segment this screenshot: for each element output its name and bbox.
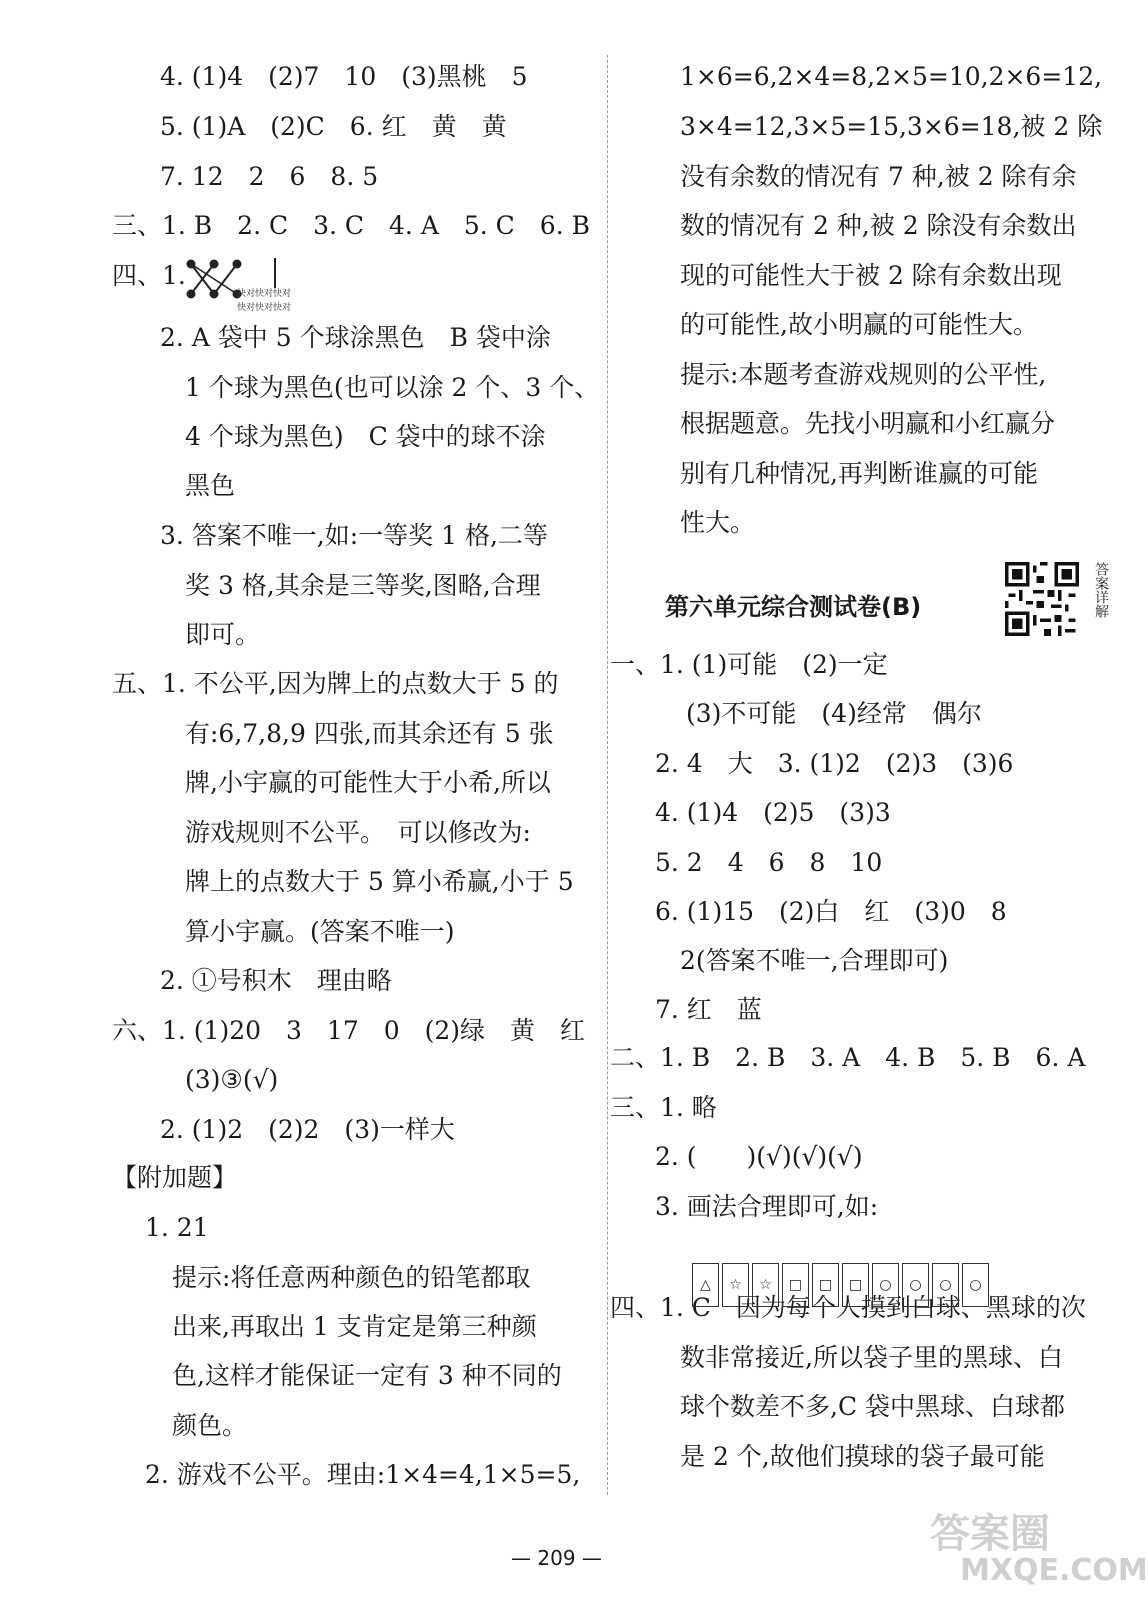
- answer-line: 颜色。: [172, 1411, 248, 1440]
- answer-line: 2(答案不唯一,合理即可): [680, 946, 949, 975]
- match-label-2: 快对快对快对: [237, 303, 292, 313]
- answer-line: 5. (1)A (2)C 6. 红 黄 黄: [160, 112, 507, 141]
- answer-line: 1 个球为黑色(也可以涂 2 个、3 个、: [185, 373, 600, 402]
- answer-line: 2. 4 大 3. (1)2 (2)3 (3)6: [655, 749, 1014, 778]
- answer-line: 的可能性,故小明赢的可能性大。: [680, 310, 1038, 339]
- answer-line: 2. (1)2 (2)2 (3)一样大: [160, 1115, 455, 1144]
- answer-line: 三、1. B 2. C 3. C 4. A 5. C 6. B: [112, 211, 590, 240]
- answer-line: 是 2 个,故他们摸球的袋子最可能: [680, 1442, 1045, 1471]
- match-label-1: 快对快对快对: [237, 289, 292, 299]
- shape-box: □: [782, 1263, 809, 1307]
- page-number: — 209 —: [511, 1546, 602, 1570]
- answer-line: (3)③(√): [185, 1065, 279, 1094]
- answer-line: 没有余数的情况有 7 种,被 2 除有余: [680, 162, 1077, 191]
- answer-line: 球个数差不多,C 袋中黑球、白球都: [680, 1392, 1066, 1421]
- shape-box: ☆: [722, 1263, 749, 1307]
- answer-line: 黑色: [185, 471, 236, 500]
- answer-line: 三、1. 略: [610, 1093, 717, 1122]
- answer-line: 3×4=12,3×5=15,3×6=18,被 2 除: [680, 112, 1103, 141]
- answer-line: 7. 12 2 6 8. 5: [160, 162, 379, 191]
- answer-line: 即可。: [185, 620, 261, 649]
- answer-line: 【附加题】: [112, 1163, 238, 1192]
- shape-box: △: [692, 1263, 719, 1307]
- column-divider: [607, 55, 608, 1495]
- answer-line: 现的可能性大于被 2 除有余数出现: [680, 261, 1062, 290]
- answer-line: 四、1. C 因为每个人摸到白球、黑球的次: [610, 1293, 1086, 1322]
- shape-box: ○: [872, 1263, 899, 1307]
- answer-line: 有:6,7,8,9 四张,而其余还有 5 张: [185, 719, 554, 748]
- shape-box: ☆: [752, 1263, 779, 1307]
- answer-line: 2. 游戏不公平。理由:1×4=4,1×5=5,: [145, 1460, 581, 1489]
- qr-label: 答案详解: [1093, 562, 1109, 618]
- answer-line: 7. 红 蓝: [655, 995, 762, 1024]
- answer-line: 3. 答案不唯一,如:一等奖 1 格,二等: [160, 521, 548, 550]
- shape-box: □: [842, 1263, 869, 1307]
- answer-line: 提示:将任意两种颜色的铅笔都取: [172, 1263, 531, 1292]
- answer-line: 算小宇赢。(答案不唯一): [185, 917, 455, 946]
- answer-line: 出来,再取出 1 支肯定是第三种颜: [172, 1312, 537, 1341]
- watermark-url: MXQE.COM: [960, 1553, 1148, 1588]
- shape-box: ○: [962, 1263, 989, 1307]
- section-title: 第六单元综合测试卷(B): [665, 593, 922, 621]
- answer-line: 1×6=6,2×4=8,2×5=10,2×6=12,: [680, 62, 1103, 91]
- matching-figure: [183, 258, 323, 318]
- answer-line: (3)不可能 (4)经常 偶尔: [686, 699, 982, 728]
- answer-line: 色,这样才能保证一定有 3 种不同的: [172, 1361, 562, 1390]
- answer-line: 3. 画法合理即可,如:: [655, 1192, 879, 1221]
- answer-line: 2. ①号积木 理由略: [160, 966, 392, 995]
- answer-line: 2. A 袋中 5 个球涂黑色 B 袋中涂: [160, 323, 551, 352]
- shape-box: □: [812, 1263, 839, 1307]
- answer-line: 2. ( )(√)(√)(√): [655, 1142, 863, 1171]
- answer-line: 5. 2 4 6 8 10: [655, 848, 883, 877]
- answer-line: 别有几种情况,再判断谁赢的可能: [680, 459, 1038, 488]
- answer-line: 一、1. (1)可能 (2)一定: [610, 650, 888, 679]
- answer-line: 四、1.: [112, 261, 186, 290]
- answer-line: 数的情况有 2 种,被 2 除没有余数出: [680, 211, 1077, 240]
- answer-line: 奖 3 格,其余是三等奖,图略,合理: [185, 571, 541, 600]
- answer-line: 1. 21: [145, 1213, 209, 1242]
- answer-line: 提示:本题考查游戏规则的公平性,: [680, 360, 1047, 389]
- answer-line: 游戏规则不公平。 可以修改为:: [185, 818, 531, 847]
- answer-line: 4. (1)4 (2)7 10 (3)黑桃 5: [160, 62, 528, 91]
- answer-line: 4. (1)4 (2)5 (3)3: [655, 798, 891, 827]
- answer-line: 4 个球为黑色) C 袋中的球不涂: [185, 422, 546, 451]
- answer-line: 6. (1)15 (2)白 红 (3)0 8: [655, 897, 1007, 926]
- answer-line: 二、1. B 2. B 3. A 4. B 5. B 6. A: [610, 1043, 1086, 1072]
- answer-line: 五、1. 不公平,因为牌上的点数大于 5 的: [112, 669, 559, 698]
- shape-box: ○: [902, 1263, 929, 1307]
- qr-code: [1005, 562, 1079, 636]
- watermark-logo: 答案圈: [930, 1511, 1050, 1557]
- answer-line: 牌,小宇赢的可能性大于小希,所以: [185, 768, 551, 797]
- answer-line: 数非常接近,所以袋子里的黑球、白: [680, 1343, 1063, 1372]
- shape-box: ○: [932, 1263, 959, 1307]
- answer-line: 六、1. (1)20 3 17 0 (2)绿 黄 红: [112, 1016, 586, 1045]
- shape-boxes: [692, 1263, 989, 1307]
- answer-line: 牌上的点数大于 5 算小希赢,小于 5: [185, 867, 574, 896]
- answer-line: 根据题意。先找小明赢和小红赢分: [680, 409, 1056, 438]
- answer-line: 性大。: [680, 508, 756, 537]
